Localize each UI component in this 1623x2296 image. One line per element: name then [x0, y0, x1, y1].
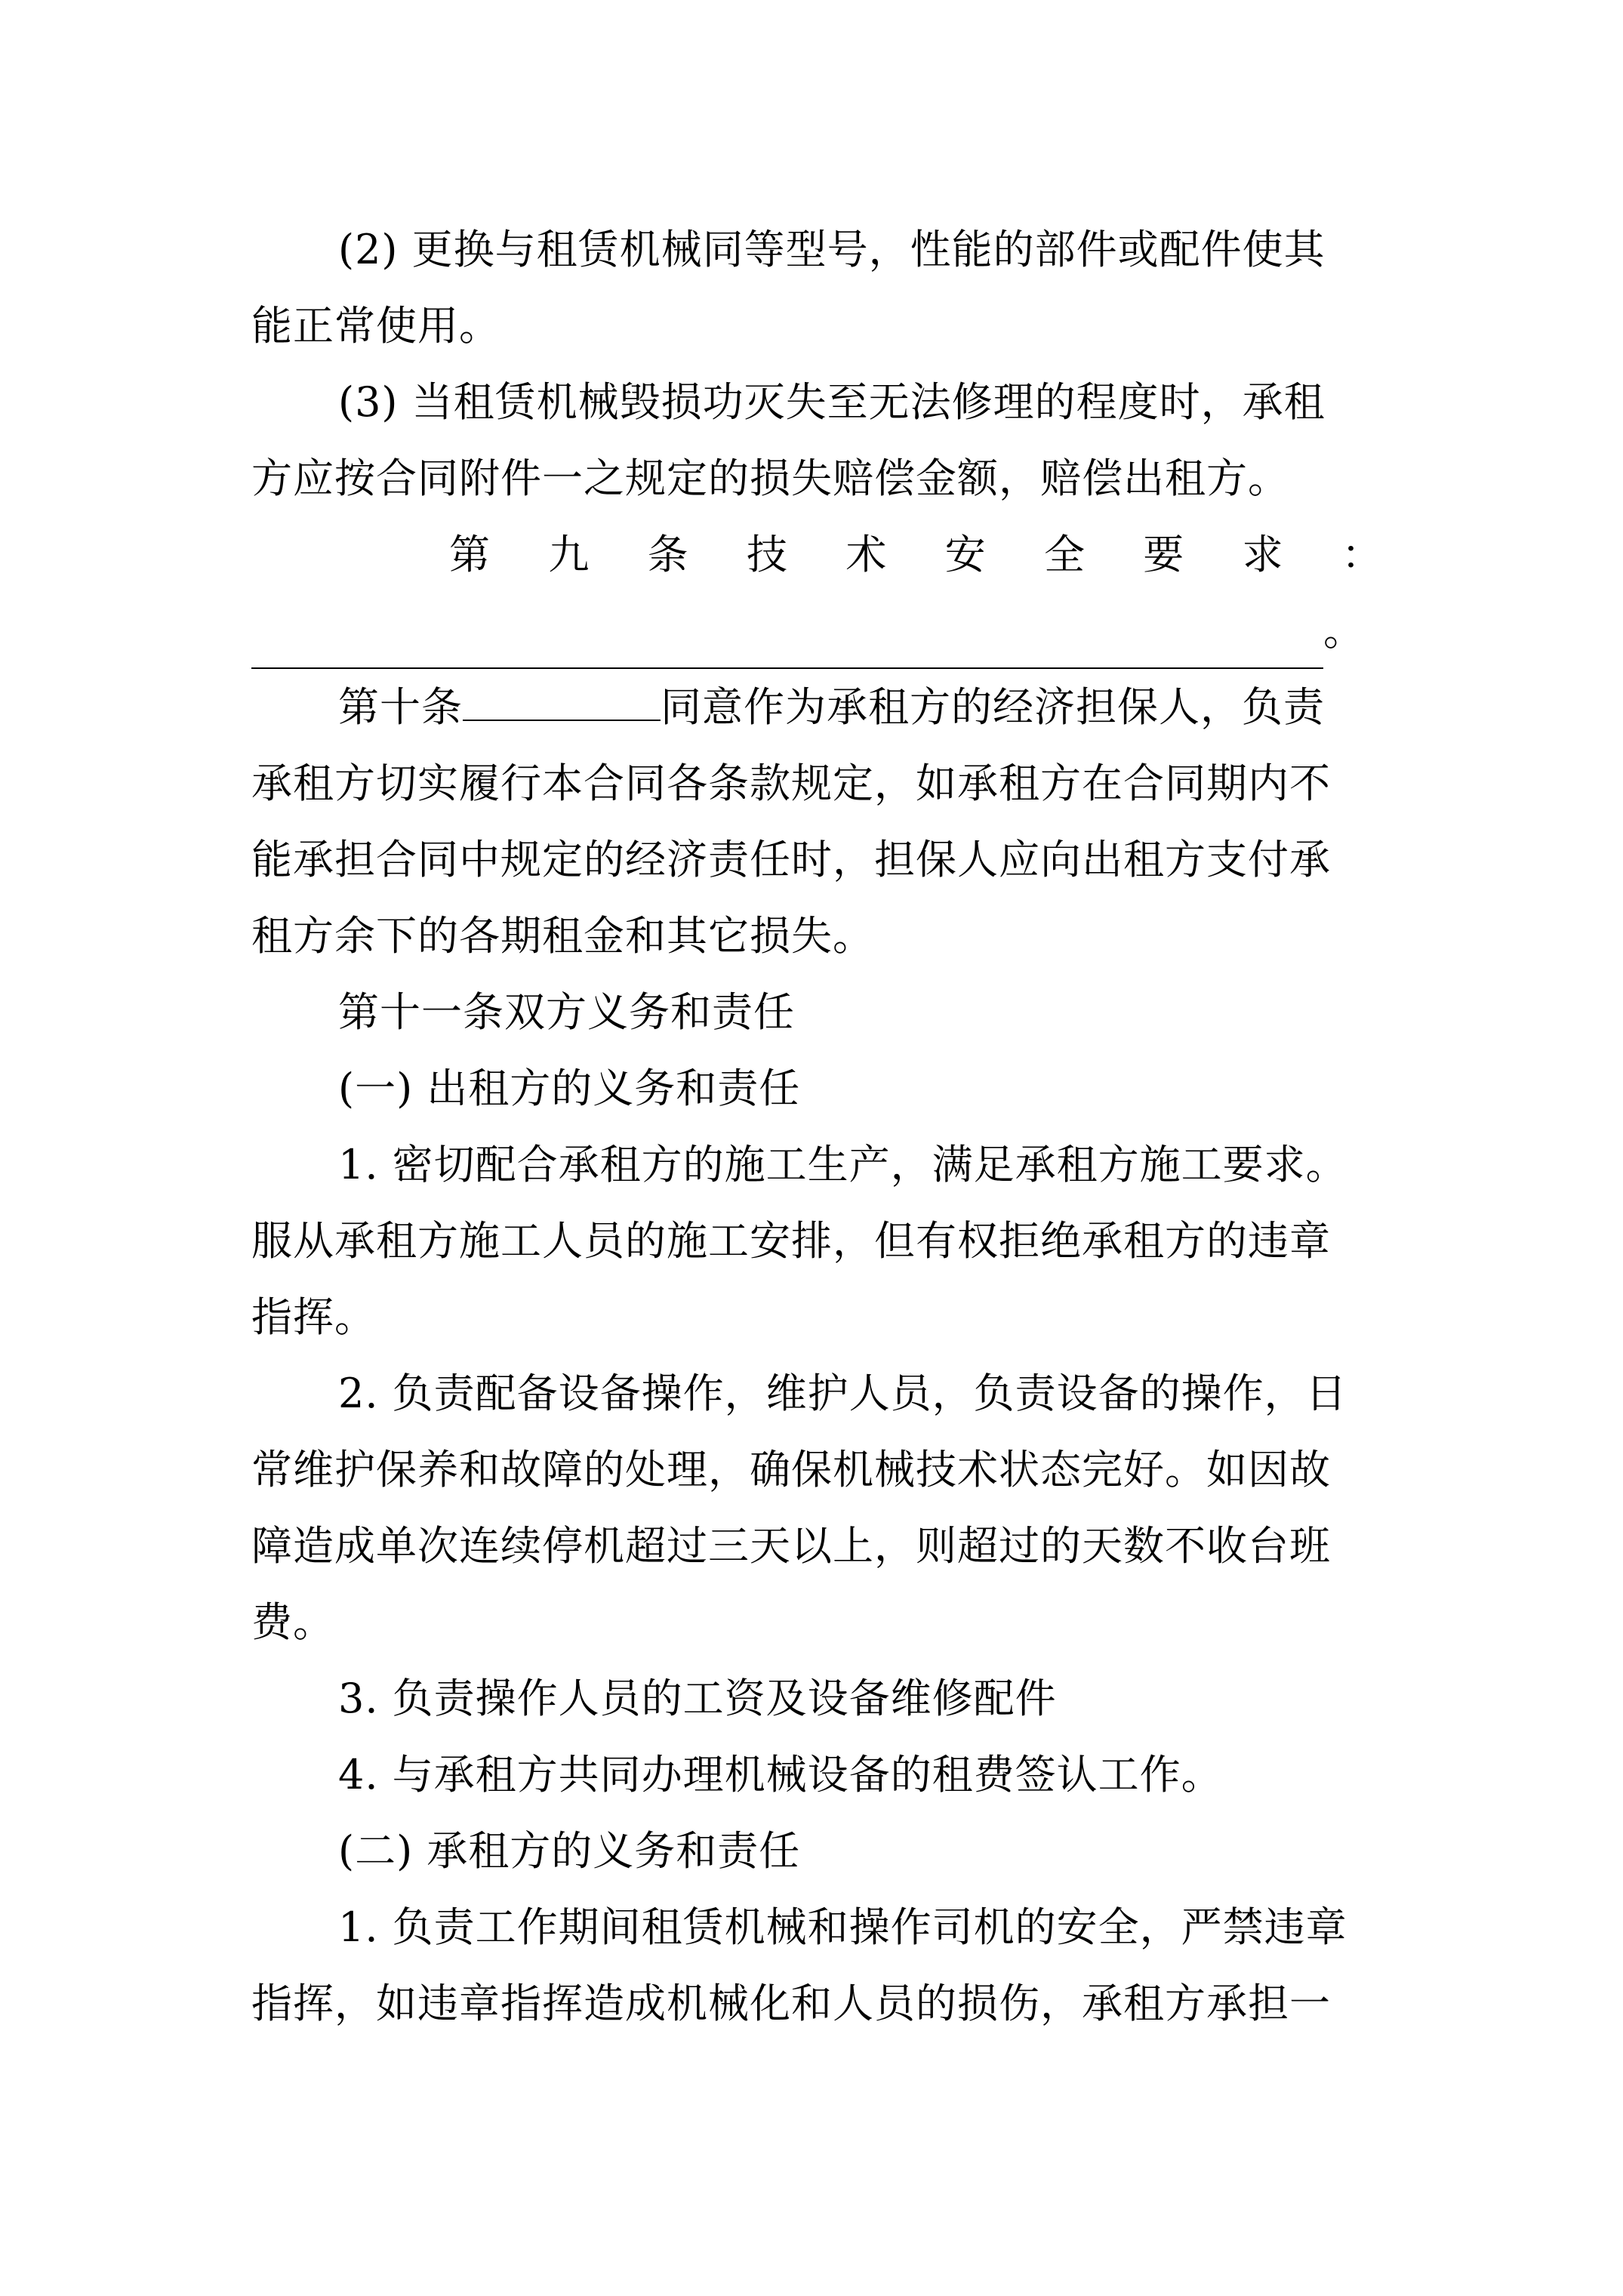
- article-9-blank: [251, 593, 1382, 669]
- heading-char: 全: [1043, 531, 1085, 578]
- text-line: (2) 更换与租赁机械同等型号，性能的部件或配件使其: [338, 226, 1326, 273]
- heading-char: 求: [1242, 531, 1283, 578]
- paragraph-item-3: 3. 负责操作人员的工资及设备维修配件: [338, 1675, 1057, 1722]
- text-line: [251, 669, 1382, 745]
- paragraph-item-5: [251, 1889, 1382, 2042]
- article-10-rest: 同意作为承租方的经济担保人，负责: [661, 683, 1325, 731]
- text-line: 方应按合同附件一之规定的损失赔偿金额，赔偿出租方。: [251, 455, 1289, 502]
- heading-char: ：: [1341, 531, 1382, 578]
- heading-char: 安: [944, 531, 986, 578]
- document-body: [251, 211, 1382, 2042]
- text-line: 能正常使用。: [251, 302, 500, 350]
- text-line: 服从承租方施工人员的施工安排，但有权拒绝承租方的违章: [251, 1217, 1331, 1265]
- text-line: 障造成单次连续停机超过三天以上，则超过的天数不收台班: [251, 1522, 1331, 1570]
- text-line: 指挥，如违章指挥造成机械化和人员的损伤，承租方承担一: [251, 1980, 1331, 2027]
- heading-char: 条: [647, 531, 688, 578]
- fill-in-blank: [251, 613, 1323, 669]
- heading-char: 第: [449, 531, 490, 578]
- text-line: 1. 负责工作期间租赁机械和操作司机的安全，严禁违章: [338, 1903, 1347, 1951]
- fill-in-blank: [463, 679, 661, 721]
- article-11-title: 第十一条双方义务和责任: [338, 988, 795, 1036]
- paragraph-item-1: [251, 1126, 1382, 1355]
- text-line: 常维护保养和故障的处理，确保机械技术状态完好。如因故: [251, 1446, 1331, 1493]
- text-line: 2. 负责配备设备操作，维护人员，负责设备的操作，日: [338, 1370, 1347, 1417]
- text-line: 费。: [251, 1598, 334, 1646]
- article-10-prefix: 第十条: [338, 683, 463, 731]
- text-line-end: 。: [1323, 607, 1364, 655]
- paragraph-article-10: [251, 669, 1382, 974]
- heading-char: 要: [1143, 531, 1184, 578]
- paragraph-item-4: 4. 与承租方共同办理机械设备的租费签认工作。: [338, 1751, 1223, 1798]
- text-line: 能承担合同中规定的经济责任时，担保人应向出租方支付承: [251, 836, 1331, 883]
- text-line: 租方余下的各期租金和其它损失。: [251, 912, 874, 960]
- heading-char: 九: [548, 531, 590, 578]
- text-line: 承租方切实履行本合同各条款规定，如承租方在合同期内不: [251, 760, 1331, 807]
- paragraph-clause-3: [251, 364, 1382, 516]
- text-line: (3) 当租赁机械毁损功灭失至无法修理的程度时，承租: [338, 378, 1326, 426]
- heading-char: 技: [746, 531, 787, 578]
- text-line: 1. 密切配合承租方的施工生产，满足承租方施工要求。: [338, 1141, 1347, 1188]
- text-line: 指挥。: [251, 1293, 376, 1341]
- section-1-title: (一) 出租方的义务和责任: [338, 1065, 801, 1112]
- paragraph-clause-2: [251, 211, 1382, 364]
- paragraph-item-2: [251, 1355, 1382, 1660]
- article-9-heading: [251, 516, 1382, 593]
- section-2-title: (二) 承租方的义务和责任: [338, 1827, 801, 1875]
- heading-char: 术: [845, 531, 887, 578]
